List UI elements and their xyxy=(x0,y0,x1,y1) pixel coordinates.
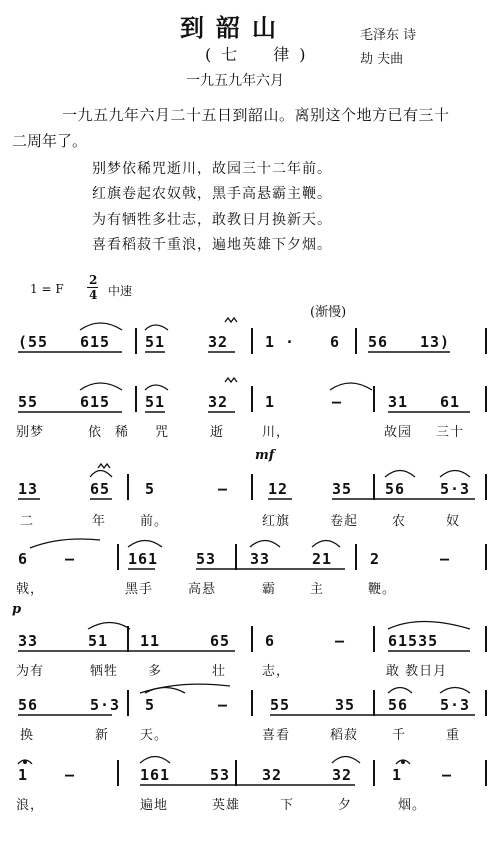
row5-notes-1: 33 xyxy=(18,632,39,650)
row3-notes-5: 12 xyxy=(268,480,289,498)
row4-notes-1: 6 xyxy=(18,550,29,568)
row2-lyric-4: 咒 xyxy=(155,425,170,440)
poem-line-1: 别梦依稀咒逝川，故园三十二年前。 xyxy=(92,161,332,177)
time-signature-top: 2 xyxy=(89,273,98,287)
row1-notes-1: (55 xyxy=(18,333,49,351)
row5-lyric-3: 多 xyxy=(148,664,163,679)
row7-notes-1: 1 xyxy=(18,766,29,784)
row3-lyric-4: 红旗 xyxy=(262,514,291,529)
row4-lyric-4: 霸 xyxy=(262,582,277,597)
row2-notes-3: 51 xyxy=(145,393,166,411)
row7-notes-6: 32 xyxy=(332,766,353,784)
row2-lyric-5: 逝 xyxy=(210,425,225,440)
row5-lyric-1: 为有 xyxy=(16,664,45,679)
song-subtitle: (七 律) xyxy=(205,45,316,64)
row4-notes-4: 53 xyxy=(196,550,217,568)
row6-notes-5: 55 xyxy=(270,696,291,714)
row5-notes-6: — xyxy=(335,632,346,650)
row7-lyric-5: 夕 xyxy=(338,798,353,813)
row2-lyric-8: 三十 xyxy=(436,425,465,440)
row1-notes-2: 615 xyxy=(80,333,111,351)
row6-notes-1: 56 xyxy=(18,696,39,714)
row3-notes-3: 5 xyxy=(145,480,156,498)
row1-notes-8: 13) xyxy=(420,333,451,351)
row7-notes-5: 32 xyxy=(262,766,283,784)
row7-lyric-6: 烟。 xyxy=(398,798,427,813)
row2-notes-5: 1 xyxy=(265,393,276,411)
row4-notes-3: 161 xyxy=(128,550,159,568)
row5-lyric-4: 壮 xyxy=(212,664,227,679)
key-signature: 1 = F xyxy=(30,282,64,296)
row6-lyric-7: 重 xyxy=(446,728,461,743)
song-title: 到韶山 xyxy=(180,13,288,42)
row2-notes-4: 32 xyxy=(208,393,229,411)
row2-lyric-2: 依 xyxy=(88,425,103,440)
row6-notes-2: 5·3 xyxy=(90,696,121,714)
row5-lyric-6: 敢 教日月 xyxy=(386,664,448,679)
row2-lyric-1: 别梦 xyxy=(16,425,45,440)
composer-credit: 劫 夫曲 xyxy=(360,52,404,67)
row7-notes-2: — xyxy=(65,766,76,784)
row4-lyric-5: 主 xyxy=(310,582,325,597)
row6-notes-7: 56 xyxy=(388,696,409,714)
row3-lyric-3: 前。 xyxy=(140,514,169,529)
row2-lyric-6: 川， xyxy=(262,425,291,440)
row7-notes-8: — xyxy=(442,766,453,784)
row6-notes-8: 5·3 xyxy=(440,696,471,714)
row6-notes-3: 5 xyxy=(145,696,156,714)
row5-notes-2: 51 xyxy=(88,632,109,650)
row5-notes-3: 11 xyxy=(140,632,161,650)
row2-notes-1: 55 xyxy=(18,393,39,411)
row6-lyric-1: 换 xyxy=(20,728,35,743)
row3-lyric-5: 卷起 xyxy=(330,514,359,529)
row7-lyric-2: 遍地 xyxy=(140,798,169,813)
row6-notes-6: 35 xyxy=(335,696,356,714)
row2-notes-7: 31 xyxy=(388,393,409,411)
row5-notes-7: 61535 xyxy=(388,632,439,650)
row6-notes-4: — xyxy=(218,696,229,714)
row5-lyric-2: 牺牲 xyxy=(90,664,119,679)
row5-notes-5: 6 xyxy=(265,632,276,650)
row7-notes-3: 161 xyxy=(140,766,171,784)
row3-lyric-6: 农 xyxy=(392,514,407,529)
row6-lyric-5: 稻菽 xyxy=(330,728,359,743)
row4-lyric-2: 黑手 xyxy=(125,582,154,597)
row7-lyric-1: 浪， xyxy=(16,798,45,813)
row1-notes-3: 51 xyxy=(145,333,166,351)
row2-lyric-3: 稀 xyxy=(115,425,130,440)
preface-line-2: 二周年了。 xyxy=(12,132,88,150)
row3-notes-7: 56 xyxy=(385,480,406,498)
row5-lyric-5: 志， xyxy=(262,664,291,679)
row3-notes-6: 35 xyxy=(332,480,353,498)
dynamic-p: p xyxy=(12,602,22,617)
row3-notes-4: — xyxy=(218,480,229,498)
poet-credit: 毛泽东 诗 xyxy=(360,28,417,43)
row6-lyric-4: 喜看 xyxy=(262,728,291,743)
preface-line-1: 一九五九年六月二十五日到韶山。离别这个地方已有三十 xyxy=(62,106,450,124)
row7-notes-7: 1 xyxy=(392,766,403,784)
row6-lyric-6: 千 xyxy=(392,728,407,743)
row3-lyric-7: 奴 xyxy=(446,514,461,529)
row4-lyric-1: 戟， xyxy=(16,582,45,597)
row7-notes-4: 53 xyxy=(210,766,231,784)
row2-notes-2: 615 xyxy=(80,393,111,411)
poem-line-3: 为有牺牲多壮志，敢教日月换新天。 xyxy=(92,212,332,228)
row2-lyric-7: 故园 xyxy=(384,425,413,440)
row2-notes-6: — xyxy=(332,393,343,411)
row6-lyric-3: 天。 xyxy=(140,728,169,743)
row1-notes-5: 1 · xyxy=(265,333,296,351)
row3-notes-1: 13 xyxy=(18,480,39,498)
poem-line-2: 红旗卷起农奴戟，黑手高悬霸主鞭。 xyxy=(92,186,332,202)
row4-notes-7: 2 xyxy=(370,550,381,568)
row4-lyric-6: 鞭。 xyxy=(368,582,397,597)
row1-notes-7: 56 xyxy=(368,333,389,351)
time-signature-bottom: 4 xyxy=(89,288,98,302)
tempo-marking: 中速 xyxy=(108,284,133,298)
row1-notes-4: 32 xyxy=(208,333,229,351)
row3-notes-2: 65 xyxy=(90,480,111,498)
row7-lyric-4: 下 xyxy=(280,798,295,813)
row4-notes-6: 21 xyxy=(312,550,333,568)
row4-notes-5: 33 xyxy=(250,550,271,568)
row3-lyric-2: 年 xyxy=(92,514,107,529)
row3-notes-8: 5·3 xyxy=(440,480,471,498)
song-date: 一九五九年六月 xyxy=(186,73,284,89)
dynamic-mf: mf xyxy=(255,448,275,463)
poem-line-4: 喜看稻菽千重浪，遍地英雄下夕烟。 xyxy=(92,237,332,253)
row4-notes-8: — xyxy=(440,550,451,568)
row2-notes-8: 61 xyxy=(440,393,461,411)
row4-notes-2: — xyxy=(65,550,76,568)
row6-lyric-2: 新 xyxy=(95,728,110,743)
row7-lyric-3: 英雄 xyxy=(212,798,241,813)
row3-lyric-1: 二 xyxy=(20,514,35,529)
row4-lyric-3: 高悬 xyxy=(188,582,217,597)
row1-notes-6: 6 xyxy=(330,333,341,351)
row5-notes-4: 65 xyxy=(210,632,231,650)
tempo-change-marking: (渐慢) xyxy=(310,305,347,320)
